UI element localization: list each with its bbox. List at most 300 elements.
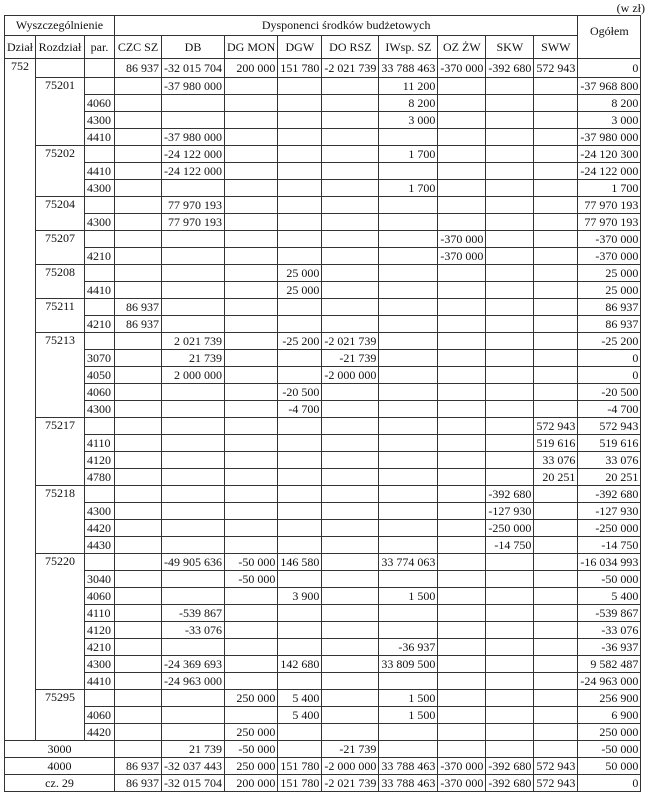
paragraf-code: 4410 [85,282,115,299]
value-cell: -36 937 [379,639,438,656]
value-cell [486,265,534,282]
value-cell [278,435,322,452]
value-cell [486,690,534,707]
total-cell: -250 000 [578,520,641,537]
value-cell [379,316,438,333]
value-cell [379,605,438,622]
value-cell [379,741,438,758]
value-cell: -24 122 000 [162,163,225,180]
value-cell [534,503,578,520]
value-cell: 250 000 [225,758,278,775]
table-row [5,537,641,554]
table-row [5,384,641,401]
value-cell [225,469,278,486]
value-cell [225,435,278,452]
paragraf-code: 4210 [85,316,115,333]
value-cell: 25 000 [278,265,322,282]
value-cell [115,350,162,367]
value-cell [278,214,322,231]
value-cell: -33 076 [162,622,225,639]
value-cell [162,469,225,486]
value-cell [486,588,534,605]
value-cell [534,622,578,639]
value-cell [115,146,162,163]
value-cell [534,741,578,758]
total-cell: 77 970 193 [578,214,641,231]
value-cell [534,265,578,282]
total-cell: -20 500 [578,384,641,401]
value-cell: 25 000 [278,282,322,299]
value-cell: -370 000 [438,758,486,775]
value-cell [486,129,534,146]
value-cell [438,707,486,724]
value-cell [115,690,162,707]
value-cell: 86 937 [115,59,162,78]
total-cell: 1 700 [578,180,641,197]
paragraf-code: 4430 [85,537,115,554]
table-row [5,656,641,673]
value-cell: 1 700 [379,146,438,163]
value-cell [162,112,225,129]
header-total: Ogółem [578,16,641,59]
value-cell [486,231,534,248]
rozdzial-code: 75211 [36,299,85,333]
value-cell [115,486,162,503]
value-cell [322,95,379,112]
value-cell [225,248,278,265]
total-cell: -50 000 [578,571,641,588]
value-cell [322,554,379,571]
value-cell [115,367,162,384]
value-cell [438,282,486,299]
value-cell [486,656,534,673]
value-cell [225,707,278,724]
value-cell [438,452,486,469]
value-cell [534,129,578,146]
value-cell: -250 000 [486,520,534,537]
value-cell [115,401,162,418]
value-cell: -24 369 693 [162,656,225,673]
value-cell [225,622,278,639]
value-cell [322,78,379,95]
value-cell [534,95,578,112]
value-cell [225,486,278,503]
value-cell: -370 000 [438,231,486,248]
value-cell [486,418,534,435]
value-cell [438,129,486,146]
total-cell: -24 963 000 [578,673,641,690]
table-row [5,299,641,316]
value-cell [322,129,379,146]
value-cell [322,299,379,316]
value-cell: -2 021 739 [322,59,379,78]
rozdzial-code: 75295 [36,690,85,741]
value-cell [162,316,225,333]
table-row [5,707,641,724]
value-cell [486,78,534,95]
value-cell [115,469,162,486]
value-cell [486,333,534,350]
value-cell [162,520,225,537]
value-cell: 200 000 [225,775,278,792]
column-header: DO RSZ [322,36,379,59]
value-cell [225,520,278,537]
value-cell [322,605,379,622]
value-cell: -370 000 [438,248,486,265]
value-cell [225,503,278,520]
total-cell: 250 000 [578,724,641,741]
table-row [5,163,641,180]
value-cell [115,214,162,231]
value-cell [225,639,278,656]
value-cell [162,486,225,503]
value-cell [115,639,162,656]
value-cell [486,452,534,469]
value-cell [379,503,438,520]
value-cell: 572 943 [534,59,578,78]
value-cell [115,435,162,452]
value-cell [322,435,379,452]
value-cell: 77 970 193 [162,214,225,231]
value-cell: 1 700 [379,180,438,197]
value-cell [438,333,486,350]
value-cell [379,214,438,231]
value-cell [534,197,578,214]
value-cell [438,401,486,418]
value-cell [379,248,438,265]
value-cell [534,520,578,537]
value-cell [438,350,486,367]
value-cell [486,469,534,486]
value-cell [534,214,578,231]
value-cell [379,418,438,435]
table-row [5,180,641,197]
value-cell [379,367,438,384]
value-cell [278,180,322,197]
value-cell [322,673,379,690]
rozdzial-code: 75213 [36,333,85,418]
value-cell [534,112,578,129]
value-cell [322,690,379,707]
paragraf-code: 3070 [85,350,115,367]
table-row [5,316,641,333]
value-cell [115,95,162,112]
value-cell [438,435,486,452]
total-cell: 519 616 [578,435,641,452]
value-cell [534,724,578,741]
table-row [5,435,641,452]
table-row [5,503,641,520]
value-cell [534,282,578,299]
total-cell: 0 [578,59,641,78]
table-row [5,554,641,571]
par-cell [85,299,115,316]
value-cell [115,282,162,299]
value-cell [379,401,438,418]
value-cell [322,503,379,520]
value-cell: -127 930 [486,503,534,520]
value-cell [225,401,278,418]
value-cell [115,418,162,435]
value-cell [225,214,278,231]
paragraf-code: 4210 [85,639,115,656]
value-cell [278,452,322,469]
value-cell [438,78,486,95]
table-row [5,265,641,282]
total-cell: 0 [578,350,641,367]
paragraf-code: 4050 [85,367,115,384]
value-cell [486,435,534,452]
value-cell [322,112,379,129]
value-cell [162,299,225,316]
value-cell: -2 021 739 [322,333,379,350]
value-cell [115,605,162,622]
value-cell [379,265,438,282]
table-row [5,622,641,639]
value-cell [534,350,578,367]
value-cell [115,163,162,180]
paragraf-code: 4410 [85,673,115,690]
value-cell [486,401,534,418]
value-cell [278,537,322,554]
table-row [5,129,641,146]
value-cell [486,214,534,231]
value-cell [486,316,534,333]
value-cell [322,231,379,248]
summary-label: cz. 29 [5,775,115,792]
value-cell [438,673,486,690]
value-cell: 1 500 [379,690,438,707]
column-header: SWW [534,36,578,59]
total-cell: 25 000 [578,265,641,282]
paragraf-code: 3040 [85,571,115,588]
total-cell: 9 582 487 [578,656,641,673]
value-cell [115,741,162,758]
total-cell: 5 400 [578,588,641,605]
value-cell [278,469,322,486]
value-cell [379,622,438,639]
value-cell [534,163,578,180]
value-cell: 572 943 [534,418,578,435]
value-cell [278,724,322,741]
value-cell: 151 780 [278,758,322,775]
paragraf-code: 4060 [85,95,115,112]
value-cell [278,78,322,95]
value-cell: -392 680 [486,59,534,78]
value-cell [534,639,578,656]
value-cell [486,282,534,299]
value-cell: 33 076 [534,452,578,469]
value-cell [322,520,379,537]
value-cell [115,537,162,554]
total-cell: 3 000 [578,112,641,129]
budget-table [4,15,641,792]
value-cell [278,146,322,163]
value-cell: 151 780 [278,775,322,792]
value-cell [225,265,278,282]
table-row [5,112,641,129]
rozdzial-code: 75204 [36,197,85,231]
total-cell: 33 076 [578,452,641,469]
value-cell [225,452,278,469]
paragraf-code: 4060 [85,384,115,401]
table-row [5,248,641,265]
value-cell [379,486,438,503]
summary-row [5,741,641,758]
value-cell [162,231,225,248]
value-cell [534,554,578,571]
paragraf-code: 4300 [85,401,115,418]
value-cell: 33 788 463 [379,775,438,792]
value-cell [486,622,534,639]
paragraf-code: 4410 [85,129,115,146]
value-cell [322,214,379,231]
unit-note: (w zł) [616,1,645,15]
table-row [5,690,641,707]
value-cell [438,146,486,163]
value-cell [162,690,225,707]
column-header: DG MON [225,36,278,59]
total-cell: 20 251 [578,469,641,486]
value-cell: -25 200 [278,333,322,350]
value-cell [225,299,278,316]
value-cell [486,112,534,129]
value-cell: -2 000 000 [322,367,379,384]
value-cell [322,486,379,503]
value-cell [162,282,225,299]
value-cell: -4 700 [278,401,322,418]
column-header: Dział [5,36,36,59]
value-cell [534,231,578,248]
value-cell [162,537,225,554]
summary-label: 4000 [5,758,115,775]
paragraf-code: 4300 [85,656,115,673]
value-cell [486,367,534,384]
value-cell [115,78,162,95]
value-cell [225,282,278,299]
value-cell [225,163,278,180]
value-cell: -50 000 [225,571,278,588]
total-cell: 256 900 [578,690,641,707]
value-cell [379,469,438,486]
column-header: OZ ŻW [438,36,486,59]
value-cell [322,401,379,418]
table-row [5,146,641,163]
value-cell [115,231,162,248]
value-cell: 33 788 463 [379,758,438,775]
value-cell: -24 122 000 [162,146,225,163]
value-cell [534,707,578,724]
value-cell: 86 937 [115,775,162,792]
table-row [5,282,641,299]
value-cell [534,605,578,622]
total-cell: -24 120 300 [578,146,641,163]
value-cell: -21 739 [322,350,379,367]
value-cell [115,197,162,214]
value-cell [438,639,486,656]
value-cell [379,571,438,588]
value-cell [438,537,486,554]
total-cell: 25 000 [578,282,641,299]
value-cell: 250 000 [225,724,278,741]
table-row [5,452,641,469]
table-row [5,197,641,214]
value-cell [438,690,486,707]
value-cell [438,741,486,758]
table-row [5,673,641,690]
value-cell [322,622,379,639]
value-cell [534,673,578,690]
column-header: DGW [278,36,322,59]
summary-row [5,758,641,775]
table-row [5,639,641,656]
value-cell [486,673,534,690]
value-cell [438,469,486,486]
table-row [5,520,641,537]
column-header: DB [162,36,225,59]
value-cell [438,588,486,605]
column-header: SKW [486,36,534,59]
value-cell [322,384,379,401]
value-cell [486,741,534,758]
value-cell [486,248,534,265]
table-row [5,95,641,112]
paragraf-code: 4300 [85,112,115,129]
value-cell: -2 000 000 [322,758,379,775]
value-cell [379,197,438,214]
value-cell [438,163,486,180]
par-cell [85,554,115,571]
value-cell: -37 980 000 [162,129,225,146]
value-cell [115,622,162,639]
value-cell [225,350,278,367]
value-cell [486,180,534,197]
value-cell [162,180,225,197]
table-row [5,231,641,248]
value-cell: 146 580 [278,554,322,571]
table-row [5,588,641,605]
value-cell [278,639,322,656]
value-cell [534,656,578,673]
value-cell [322,639,379,656]
value-cell [115,554,162,571]
table-row [5,724,641,741]
value-cell: 142 680 [278,656,322,673]
total-cell: -14 750 [578,537,641,554]
value-cell [115,724,162,741]
value-cell [322,248,379,265]
paragraf-code: 4110 [85,435,115,452]
total-cell: -4 700 [578,401,641,418]
paragraf-code: 4060 [85,588,115,605]
paragraf-code: 4060 [85,707,115,724]
value-cell [278,129,322,146]
value-cell: 572 943 [534,758,578,775]
value-cell [534,146,578,163]
value-cell [115,248,162,265]
total-cell: -25 200 [578,333,641,350]
value-cell: -370 000 [438,775,486,792]
value-cell [322,163,379,180]
value-cell: 86 937 [115,299,162,316]
value-cell [322,316,379,333]
value-cell [486,384,534,401]
value-cell [115,673,162,690]
total-cell: -37 980 000 [578,129,641,146]
value-cell [162,588,225,605]
value-cell [379,435,438,452]
value-cell [322,707,379,724]
